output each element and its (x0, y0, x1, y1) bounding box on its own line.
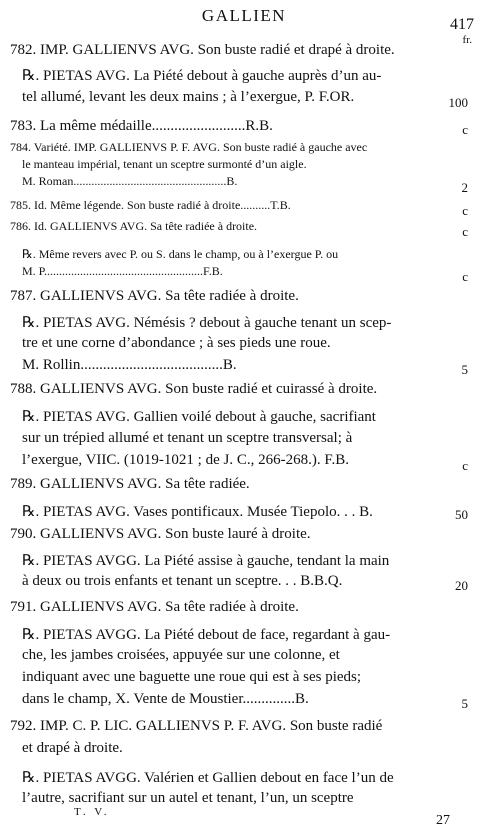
catalog-line: tel allumé, levant les deux mains ; à l’exergue, P. F.OR. (22, 89, 355, 105)
catalog-line: che, les jambes croisées, appuyée sur une colonne, et (22, 647, 340, 663)
price-value: c (462, 122, 468, 137)
catalog-line: M. Rollin......................................B. (22, 357, 237, 373)
catalog-line: ℞. Même revers avec P. ou S. dans le champ, ou à l’exergue P. ou (22, 247, 339, 261)
price-value: c (462, 269, 468, 284)
catalog-line: indiquant avec une baguette une roue qui est à ses pieds; (22, 669, 362, 685)
price-value: 5 (461, 696, 468, 711)
catalog-line: tre et une corne d’abondance ; à ses pieds une roue. (22, 335, 331, 351)
catalog-line: ℞. PIETAS AVG. Vases pontificaux. Musée Tiepolo. . . B. (22, 504, 373, 520)
column-head-francs: fr. (462, 34, 472, 46)
price-value: 5 (461, 362, 468, 377)
price-value: 20 (455, 578, 468, 593)
page-header-title: GALLIEN (201, 6, 287, 25)
catalog-line: dans le champ, X. Vente de Moustier..............B. (22, 691, 309, 707)
price-value: 100 (448, 95, 468, 110)
catalog-line: 785. Id. Même légende. Son buste radié à droite..........T.B. (10, 198, 291, 212)
catalog-line: ℞. PIETAS AVGG. Valérien et Gallien debout en face l’un de (22, 770, 394, 786)
catalog-line: M. Roman...................................................B. (22, 174, 238, 188)
catalog-line: 791. GALLIENVS AVG. Sa tête radiée à droite. (10, 599, 299, 615)
price-value: 2 (461, 180, 468, 195)
catalog-line: 787. GALLIENVS AVG. Sa tête radiée à droite. (10, 288, 299, 304)
price-value: 50 (455, 507, 468, 522)
catalog-line: sur un trépied allumé et tenant un sceptre transversal; à (22, 430, 353, 446)
catalog-line: 783. La même médaille.........................R.B. (10, 118, 273, 134)
catalog-line: ℞. PIETAS AVG. La Piété debout à gauche auprès d’un au- (22, 68, 382, 84)
catalog-line: ℞. PIETAS AVG. Némésis ? debout à gauche tenant un scep- (22, 315, 392, 331)
catalog-line: 792. IMP. C. P. LIC. GALLIENVS P. F. AVG. Son buste radié (10, 718, 383, 734)
price-value: c (462, 458, 468, 473)
price-value: c (462, 224, 468, 239)
catalog-line: 789. GALLIENVS AVG. Sa tête radiée. (10, 476, 250, 492)
catalog-line: ℞. PIETAS AVG. Gallien voilé debout à gauche, sacrifiant (22, 409, 376, 425)
catalog-line: 784. Variété. IMP. GALLIENVS P. F. AVG. Son buste radié à gauche avec (10, 140, 368, 154)
catalog-line: l’autre, sacrifiant sur un autel et tenant, l’un, un sceptre (22, 790, 354, 806)
catalog-line: M. P.....................................................F.B. (22, 264, 223, 278)
price-value: c (462, 203, 468, 218)
catalog-line: 788. GALLIENVS AVG. Son buste radié et cuirassé à droite. (10, 381, 378, 397)
page-number: 417 (450, 16, 474, 33)
catalog-line: à deux ou trois enfants et tenant un sceptre. . . B.B.Q. (22, 573, 343, 589)
catalog-line: ℞. PIETAS AVGG. La Piété assise à gauche, tendant la main (22, 553, 390, 569)
catalog-line: l’exergue, VIIC. (1019-1021 ; de J. C., 266-268.). F.B. (22, 452, 349, 468)
catalog-line: ℞. PIETAS AVGG. La Piété debout de face, regardant à gau- (22, 627, 391, 643)
catalog-line: 790. GALLIENVS AVG. Son buste lauré à droite. (10, 526, 311, 542)
catalog-line: le manteau impérial, tenant un sceptre surmonté d’un aigle. (22, 157, 307, 171)
printer-signature: T. V. (74, 806, 110, 818)
catalog-line: 782. IMP. GALLIENVS AVG. Son buste radié et drapé à droite. (10, 42, 395, 58)
catalog-line: 786. Id. GALLIENVS AVG. Sa tête radiée à droite. (10, 219, 258, 233)
catalog-line: et drapé à droite. (22, 740, 123, 756)
sheet-number: 27 (436, 813, 450, 828)
